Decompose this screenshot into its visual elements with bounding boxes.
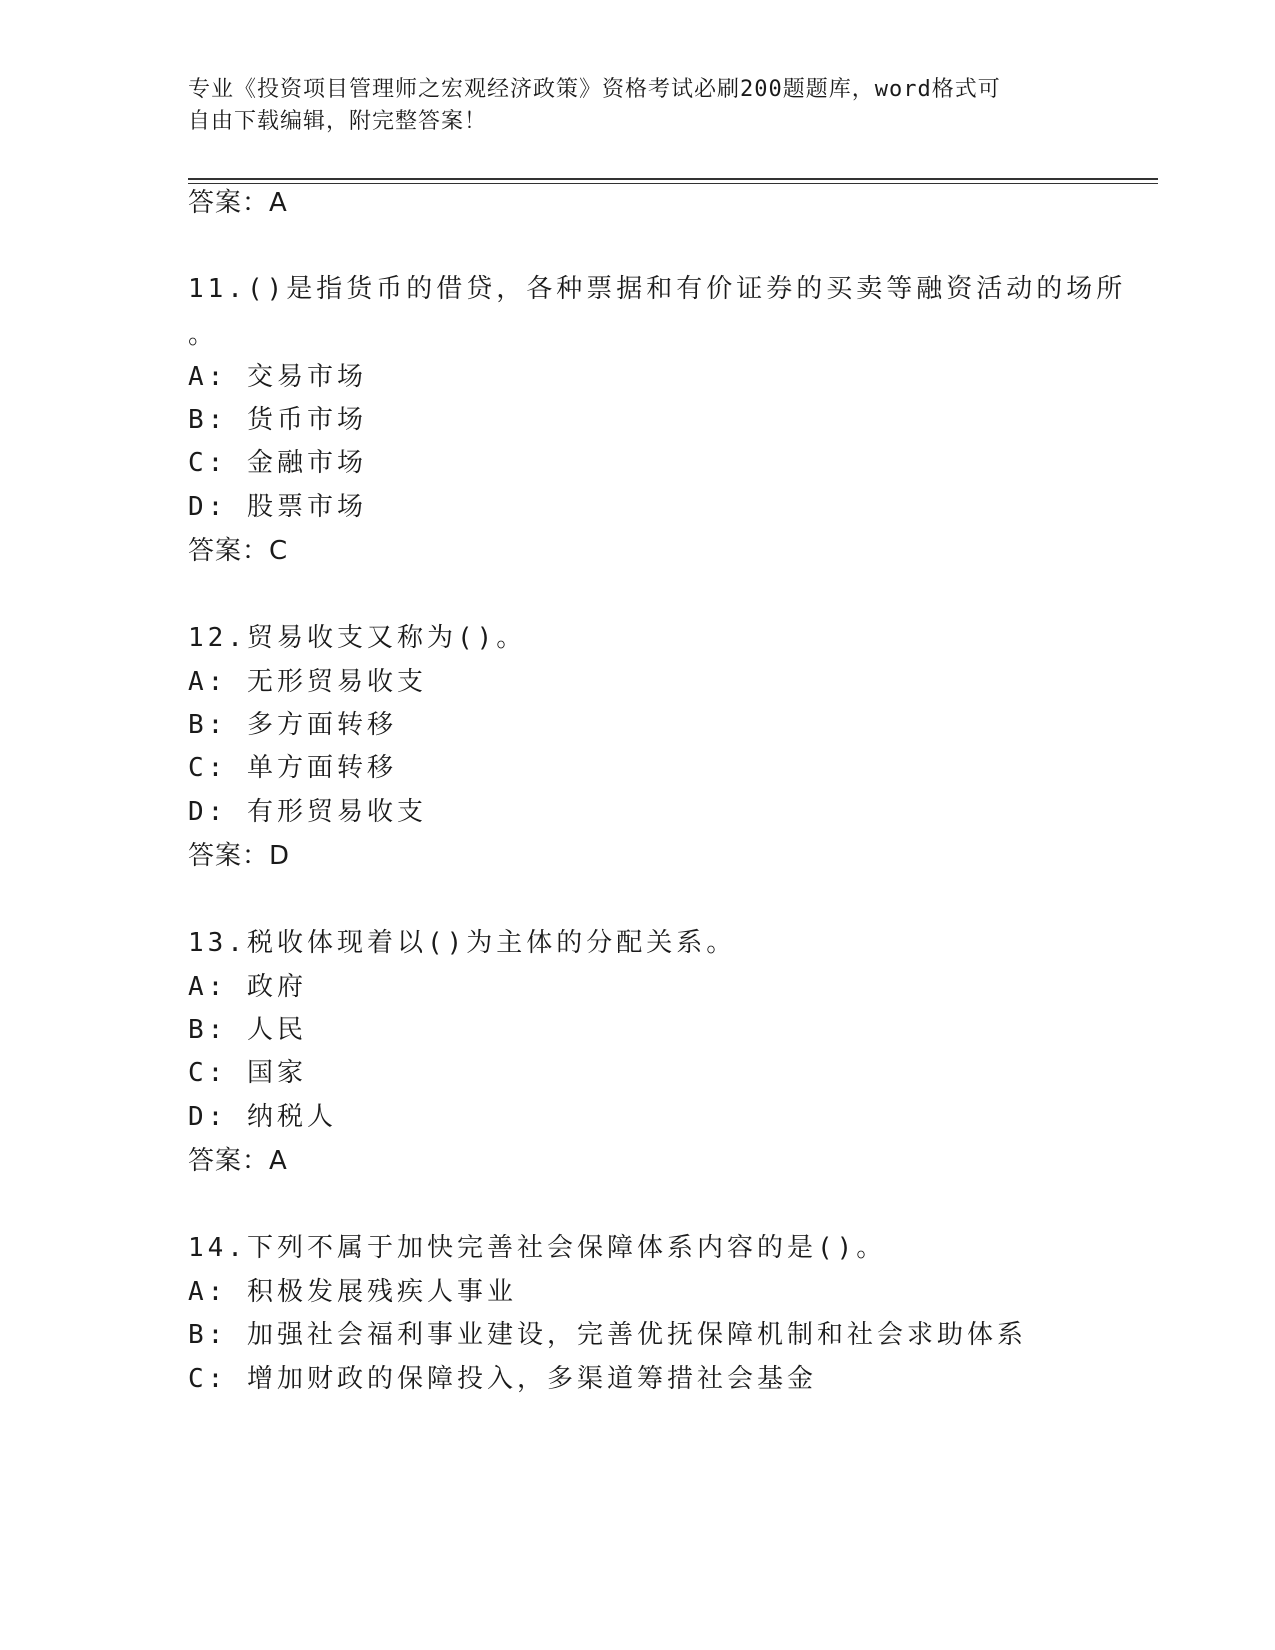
question-12-answer: 答案：D <box>188 841 291 871</box>
question-11-stem: 11.()是指货币的借贷，各种票据和有价证券的买卖等融资活动的场所 <box>188 274 1127 304</box>
question-11-option-c: C: 金融市场 <box>188 448 367 478</box>
question-12-option-a: A: 无形贸易收支 <box>188 667 427 697</box>
answer-prev: 答案：A <box>188 188 288 218</box>
question-13-option-c: C: 国家 <box>188 1058 307 1088</box>
question-13-option-d: D: 纳税人 <box>188 1102 337 1132</box>
question-11-stem-cont: 。 <box>188 320 219 350</box>
header-line-2: 自由下载编辑，附完整答案！ <box>188 109 488 134</box>
document-header <box>188 74 1068 138</box>
question-13-answer: 答案：A <box>188 1146 288 1176</box>
question-11-answer: 答案：C <box>188 536 289 566</box>
header-line-1: 专业《投资项目管理师之宏观经济政策》资格考试必刷200题题库，word格式可 <box>188 77 1001 102</box>
question-13-option-b: B: 人民 <box>188 1015 307 1045</box>
question-12-option-c: C: 单方面转移 <box>188 753 397 783</box>
question-13-stem: 13.税收体现着以()为主体的分配关系。 <box>188 928 737 958</box>
question-11-option-d: D: 股票市场 <box>188 492 367 522</box>
question-14-stem: 14.下列不属于加快完善社会保障体系内容的是()。 <box>188 1233 887 1263</box>
question-12-option-d: D: 有形贸易收支 <box>188 797 427 827</box>
question-14-option-a: A: 积极发展残疾人事业 <box>188 1277 517 1307</box>
question-12-option-b: B: 多方面转移 <box>188 710 397 740</box>
question-13-option-a: A: 政府 <box>188 972 307 1002</box>
question-14-option-c: C: 增加财政的保障投入，多渠道筹措社会基金 <box>188 1364 817 1394</box>
header-divider-thick <box>188 178 1158 180</box>
question-11-option-a: A: 交易市场 <box>188 362 367 392</box>
header-divider-thin <box>188 183 1158 184</box>
question-14-option-b: B: 加强社会福利事业建设，完善优抚保障机制和社会求助体系 <box>188 1320 1027 1350</box>
question-12-stem: 12.贸易收支又称为()。 <box>188 623 527 653</box>
question-11-option-b: B: 货币市场 <box>188 405 367 435</box>
